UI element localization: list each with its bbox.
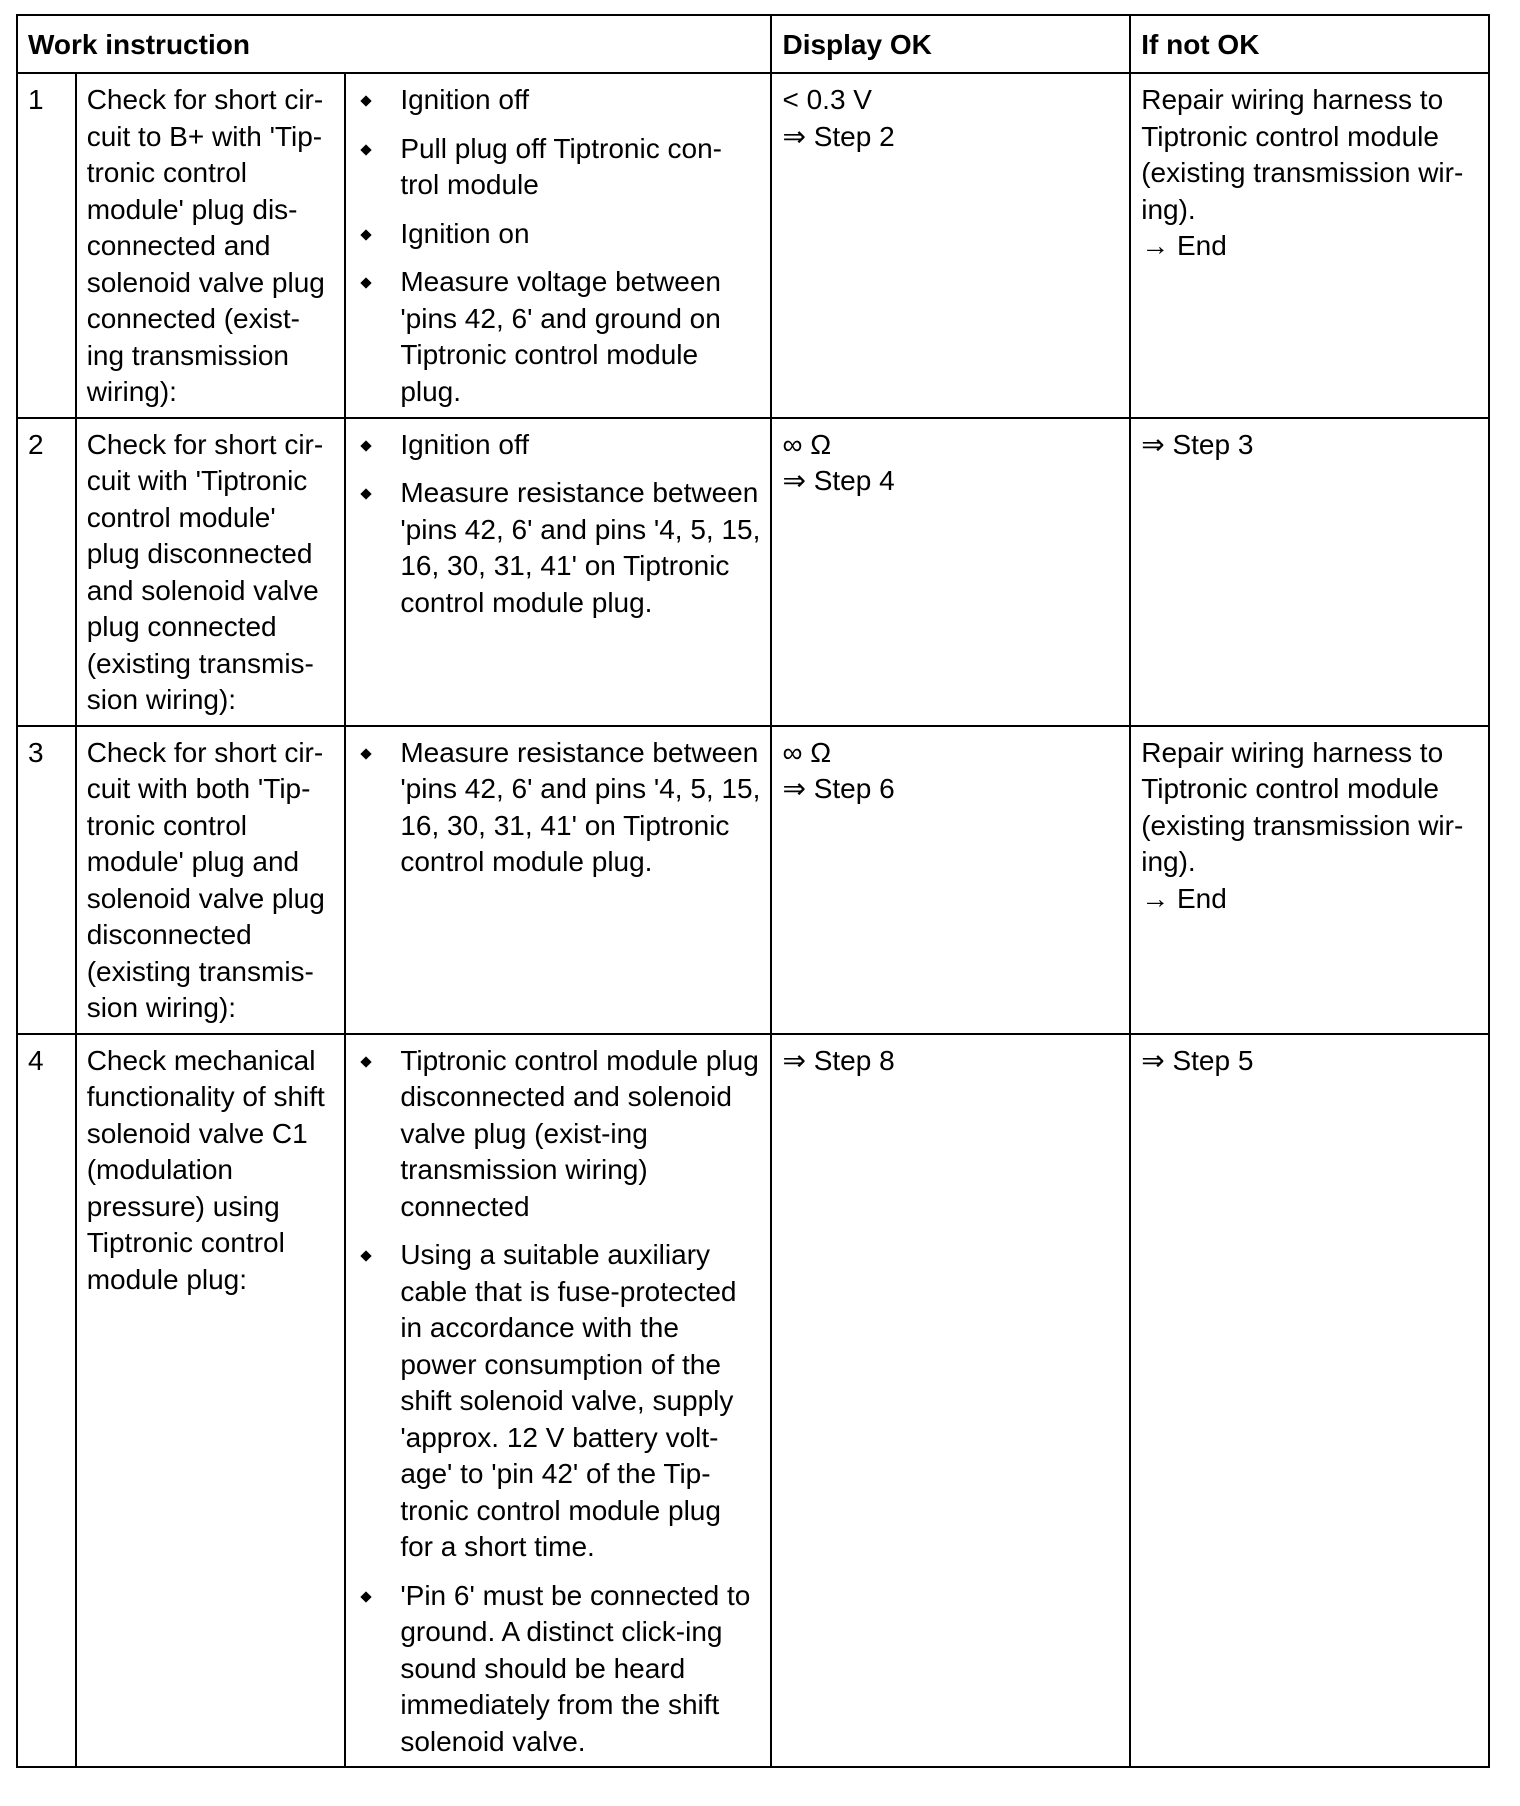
diamond-bullet-icon bbox=[361, 748, 372, 759]
step-number: 3 bbox=[17, 726, 76, 1034]
bullet-list bbox=[356, 82, 760, 410]
if-not-ok-cell bbox=[1130, 73, 1489, 418]
header-display-ok: Display OK bbox=[771, 15, 1130, 73]
list-item bbox=[356, 1043, 760, 1226]
step-number: 1 bbox=[17, 73, 76, 418]
table-row bbox=[17, 726, 1489, 1034]
list-item bbox=[356, 264, 760, 410]
list-item bbox=[356, 475, 760, 621]
diamond-bullet-icon bbox=[361, 95, 372, 106]
list-item-text: Measure resistance between 'pins 42, 6' and pins '4, 5, 15, 16, 30, 31, 41' on Tiptronic control module plug. bbox=[400, 736, 761, 877]
procedure-steps bbox=[345, 1034, 771, 1768]
diamond-bullet-icon bbox=[361, 1591, 372, 1602]
if-not-ok-next-step: → End bbox=[1141, 882, 1227, 914]
if-not-ok-next-step: ⇒ Step 3 bbox=[1141, 428, 1254, 460]
diamond-bullet-icon bbox=[361, 440, 372, 451]
header-work-instruction: Work instruction bbox=[17, 15, 771, 73]
bullet-list bbox=[356, 427, 760, 622]
check-description: Check for short cir-cuit with both 'Tip-tronic control module' plug and solenoid valve plug disconnected (existing transmis-sion wiring): bbox=[76, 726, 346, 1034]
if-not-ok-cell bbox=[1130, 1034, 1489, 1768]
diamond-bullet-icon bbox=[361, 488, 372, 499]
list-item-text: Measure voltage between 'pins 42, 6' and ground on Tiptronic control module plug. bbox=[400, 266, 721, 407]
display-ok-next-step: ⇒ Step 8 bbox=[782, 1044, 895, 1076]
if-not-ok-next-step: ⇒ Step 5 bbox=[1141, 1044, 1254, 1076]
procedure-steps bbox=[345, 73, 771, 418]
display-ok-cell bbox=[771, 1034, 1130, 1768]
list-item bbox=[356, 1578, 760, 1761]
display-ok-value: ∞ Ω bbox=[782, 736, 832, 768]
list-item-text: Using a suitable auxiliary cable that is fuse-protected in accordance with the power consumption of the shift solenoid valve, supply 'approx. 12 V battery volt-age' to 'pin 42' of the Tip-tronic control module plug for a short time. bbox=[400, 1239, 737, 1562]
if-not-ok-cell bbox=[1130, 418, 1489, 726]
table-row bbox=[17, 1034, 1489, 1768]
work-instruction-table bbox=[16, 14, 1490, 1768]
list-item bbox=[356, 131, 760, 204]
if-not-ok-action: Repair wiring harness to Tiptronic control module (existing transmission wir-ing). bbox=[1141, 84, 1464, 225]
check-description: Check for short cir-cuit with 'Tiptronic control module' plug disconnected and solenoid valve plug connected (existing transmis-sion wiring): bbox=[76, 418, 346, 726]
table-row bbox=[17, 418, 1489, 726]
bullet-list bbox=[356, 735, 760, 881]
list-item-text: Measure resistance between 'pins 42, 6' and pins '4, 5, 15, 16, 30, 31, 41' on Tiptronic control module plug. bbox=[400, 477, 761, 618]
if-not-ok-action: Repair wiring harness to Tiptronic control module (existing transmission wir-ing). bbox=[1141, 736, 1464, 877]
list-item-text: Ignition on bbox=[400, 217, 530, 249]
header-if-not-ok: If not OK bbox=[1130, 15, 1489, 73]
table-row bbox=[17, 73, 1489, 418]
display-ok-next-step: ⇒ Step 6 bbox=[782, 773, 895, 804]
display-ok-next-step: ⇒ Step 4 bbox=[782, 465, 895, 496]
list-item-text: Ignition off bbox=[400, 84, 530, 115]
list-item-text: 'Pin 6' must be connected to ground. A distinct click-ing sound should be heard immediately from the shift solenoid valve. bbox=[400, 1579, 751, 1757]
list-item bbox=[356, 82, 760, 119]
display-ok-cell bbox=[771, 73, 1130, 418]
check-description: Check mechanical functionality of shift solenoid valve C1 (modulation pressure) using Tiptronic control module plug: bbox=[76, 1034, 346, 1768]
check-description: Check for short cir-cuit to B+ with 'Tip-tronic control module' plug dis-connected and solenoid valve plug connected (exist-ing transmission wiring): bbox=[76, 73, 346, 418]
diamond-bullet-icon bbox=[361, 229, 372, 240]
procedure-steps bbox=[345, 726, 771, 1034]
list-item bbox=[356, 1237, 760, 1566]
step-number: 4 bbox=[17, 1034, 76, 1768]
list-item bbox=[356, 735, 760, 881]
display-ok-value: < 0.3 V bbox=[782, 84, 872, 115]
header-row bbox=[17, 15, 1489, 73]
display-ok-cell bbox=[771, 418, 1130, 726]
bullet-list bbox=[356, 1043, 760, 1761]
if-not-ok-next-step: → End bbox=[1141, 230, 1227, 261]
step-number: 2 bbox=[17, 418, 76, 726]
procedure-steps bbox=[345, 418, 771, 726]
display-ok-next-step: ⇒ Step 2 bbox=[782, 120, 895, 152]
diamond-bullet-icon bbox=[361, 144, 372, 155]
list-item-text: Pull plug off Tiptronic con-trol module bbox=[400, 132, 722, 200]
display-ok-value: ∞ Ω bbox=[782, 428, 832, 460]
display-ok-cell bbox=[771, 726, 1130, 1034]
list-item-text: Tiptronic control module plug disconnected and solenoid valve plug (exist-ing transmission wiring) connected bbox=[400, 1044, 759, 1222]
diamond-bullet-icon bbox=[361, 277, 372, 288]
diamond-bullet-icon bbox=[361, 1250, 372, 1261]
list-item bbox=[356, 216, 760, 253]
diamond-bullet-icon bbox=[361, 1056, 372, 1067]
list-item-text: Ignition off bbox=[400, 428, 530, 460]
if-not-ok-cell bbox=[1130, 726, 1489, 1034]
list-item bbox=[356, 427, 760, 464]
